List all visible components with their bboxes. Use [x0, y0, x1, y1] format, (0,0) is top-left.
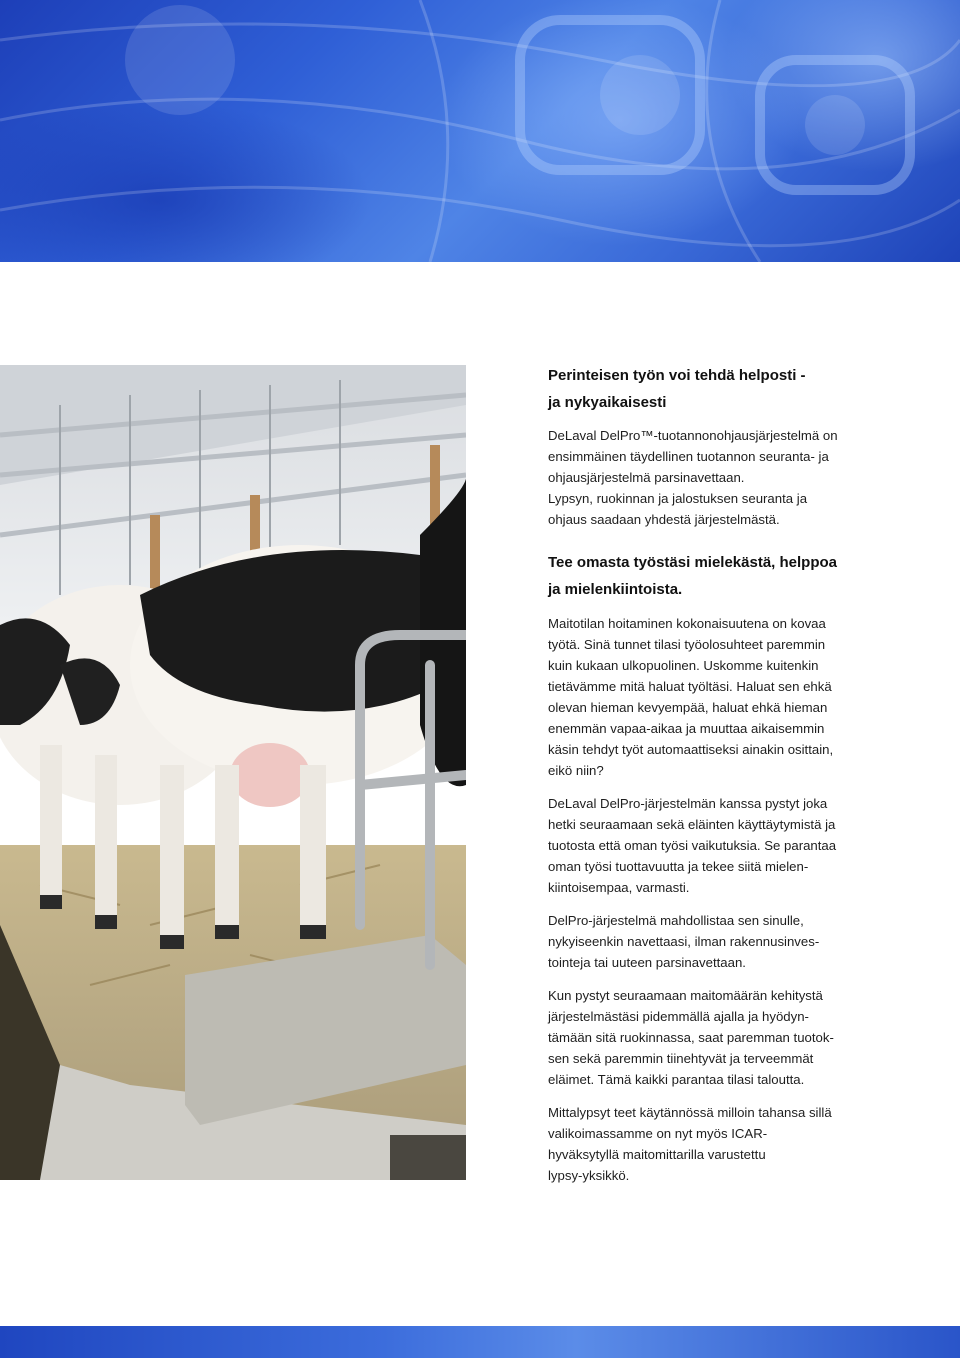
bottom-banner — [0, 1326, 960, 1358]
banner-pattern — [0, 0, 960, 262]
top-banner — [0, 0, 960, 262]
article-text-column — [548, 362, 888, 1186]
body-paragraph-delpro-existing-barn: DelPro-järjestelmä mahdollistaa sen sinulle, nykyiseenkin navettaasi, ilman rakennusinves- tointeja tai uuteen parsinavettaan. — [548, 913, 820, 970]
body-paragraph-milk-yield: Kun pystyt seuraamaan maitomäärän kehitystä järjestelmästäsi pidemmällä ajalla ja hyödyn- tämään sitä ruokinnassa, saat paremman tuotok- sen sekä paremmin tiinehtyvät ja terveemmät eläimet. Tämä kaikki parantaa tilasi taloutta. — [548, 988, 834, 1087]
section-heading-traditional-work: Perinteisen työn voi tehdä helposti - ja nykyaikaisesti — [548, 367, 806, 411]
body-paragraph-test-milking: Mittalypsyt teet käytännössä milloin tahansa sillä valikoimassamme on nyt myös ICAR- hyväksytyllä maitomittarilla varustettu lypsy-yksikkö. — [548, 1105, 832, 1183]
intro-paragraph: DeLaval DelPro™-tuotannonohjausjärjestelmä on ensimmäinen täydellinen tuotannon seuranta- ja ohjausjärjestelmä parsinavettaan. Lypsyn, ruokinnan ja jalostuksen seuranta ja ohjaus saadaan yhdestä järjestelmästä. — [548, 428, 838, 527]
body-paragraph-farm-work: Maitotilan hoitaminen kokonaisuutena on kovaa työtä. Sinä tunnet tilasi työolosuhteet paremmin kuin kukaan ulkopuolinen. Uskomme kuitenkin tietävämme mitä haluat työltäsi. Haluat sen ehkä olevan hieman kevyempää, haluat ehkä hieman enemmän vapaa-aikaa ja muuttaa aikaisemmin käsin tehdyt työt automaattiseksi ainakin osittain, eikö niin? — [548, 616, 834, 778]
body-paragraph-delpro-monitoring: DeLaval DelPro-järjestelmän kanssa pystyt joka hetki seuraamaan sekä eläinten käyttäytymistä ja tuotosta että oman työsi vaikutuksia. Se parantaa oman työsi tuottavuutta ja tekee siitä mielen- kiintoisempaa, varmasti. — [548, 796, 837, 895]
barn-photo — [0, 365, 466, 1180]
section-heading-meaningful-work: Tee omasta työstäsi mielekästä, helppoa ja mielenkiintoista. — [548, 554, 838, 598]
